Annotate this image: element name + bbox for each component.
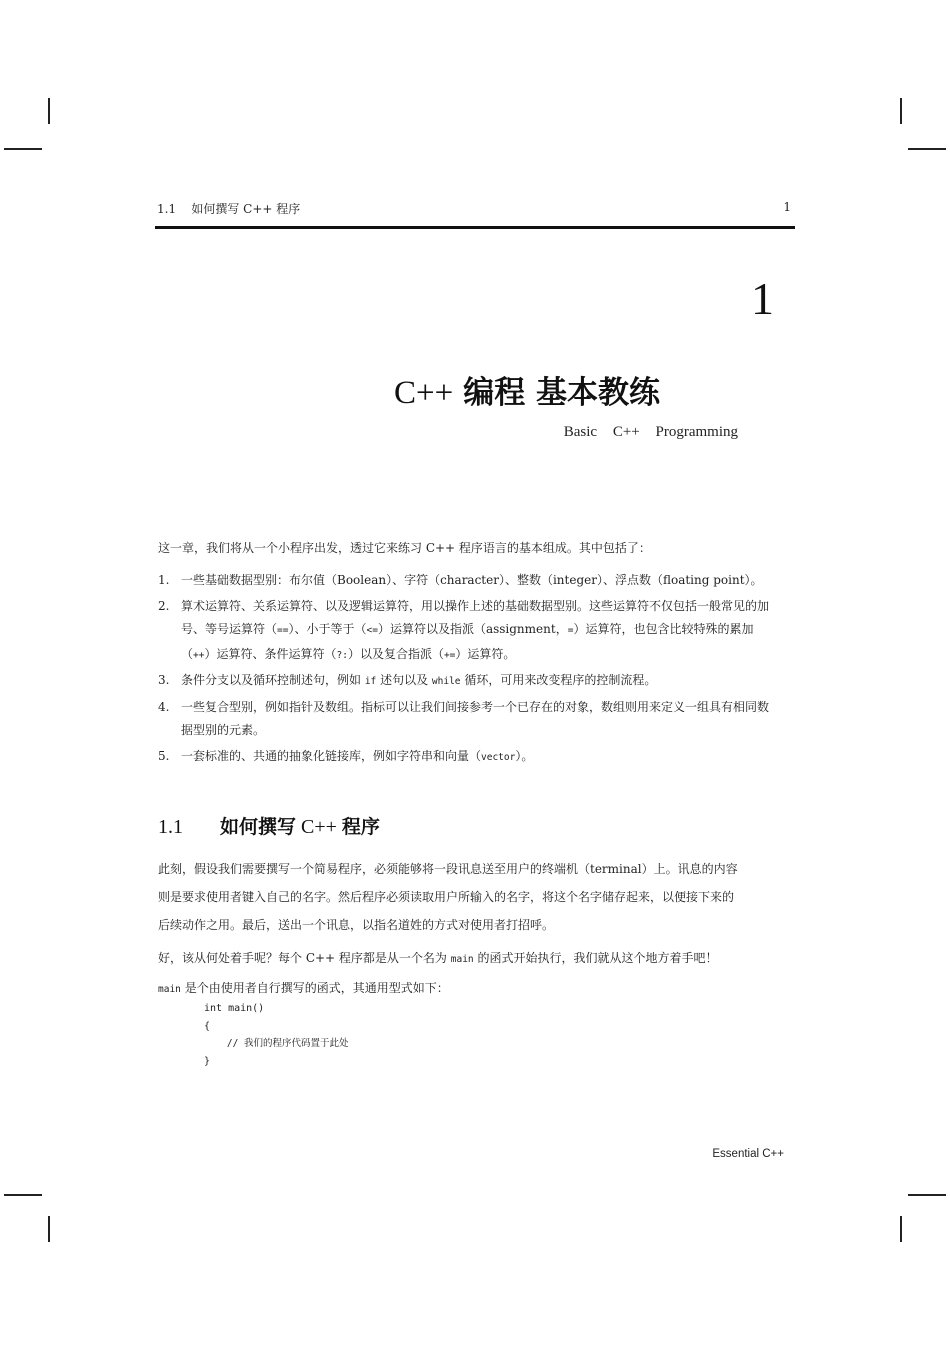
chapter-title-en: C++ xyxy=(394,375,454,411)
code-line: int main() xyxy=(204,1003,265,1014)
book-title-footer: Essential C++ xyxy=(712,1148,784,1160)
list-text: 一些复合型别，例如指针及数组。指标可以让我们间接参考一个已存在的对象，数组则用来定义一组具有相同数据型别的元素。 xyxy=(181,699,770,737)
inline-code: ?: xyxy=(336,649,348,661)
chapter-number: 1 xyxy=(751,273,774,324)
section-title-zh: 如何撰写 xyxy=(220,816,297,838)
inline-code: <= xyxy=(366,625,378,636)
list-text: 一些基础数据型别：布尔值（Boolean）、字符（character）、整数（integer）、浮点数（floating point）。 xyxy=(181,573,763,587)
inline-code: ++ xyxy=(193,649,205,661)
intro-paragraph: 这一章，我们将从一个小程序出发，透过它来练习 C++ 程序语言的基本组成。其中包括了： xyxy=(158,541,651,555)
chapter-title xyxy=(394,374,660,414)
code-block xyxy=(204,1000,349,1070)
running-head-title: 1.1 如何撰写 C++ 程序 xyxy=(157,202,301,216)
list-number: 2. xyxy=(158,598,170,613)
list-text: 一套标准的、共通的抽象化链接库，例如字符串和向量（ xyxy=(181,748,482,763)
list-text: ）运算符，也包含比较特殊的累加（ xyxy=(181,622,754,661)
code-line: { xyxy=(204,1020,211,1032)
list-text: 条件分支以及循环控制述句，例如 xyxy=(181,673,365,687)
topic-list xyxy=(158,569,778,771)
crop-mark xyxy=(908,148,946,150)
body-paragraph xyxy=(158,944,738,1004)
inline-code: == xyxy=(277,625,289,636)
list-text: 循环，可用来改变程序的控制流程。 xyxy=(460,673,657,687)
paragraph-text: 是个由使用者自行撰写的函式，其通用型式如下： xyxy=(180,981,449,995)
list-text: 算术运算符、关系运算符、以及逻辑运算符，用以操作上述的基础数据型别。这些运算符不仅包括一般常见的加号、等号运算符（ xyxy=(181,598,770,636)
crop-mark xyxy=(48,1216,50,1242)
section-heading xyxy=(158,812,380,839)
list-text: 述句以及 xyxy=(376,673,432,687)
list-number: 5. xyxy=(158,748,170,763)
inline-code: if xyxy=(364,676,377,687)
section-number: 1.1 xyxy=(158,816,183,838)
paragraph-text: 好，该从何处着手呢？每个 C++ 程序都是从一个名为 xyxy=(158,951,451,965)
crop-mark xyxy=(900,98,902,124)
running-head xyxy=(157,200,793,216)
list-item xyxy=(158,569,778,593)
crop-mark xyxy=(4,148,42,150)
list-number: 4. xyxy=(158,699,170,714)
inline-code: main xyxy=(158,984,181,995)
list-text: ）运算符。 xyxy=(455,646,516,661)
list-text: ）运算符、条件运算符（ xyxy=(204,646,337,661)
code-line: } xyxy=(204,1055,211,1067)
body-paragraph: 此刻，假设我们需要撰写一个简易程序，必须能够将一段讯息送至用户的终端机（terminal）上。讯息的内容则是要求使用者键入自己的名字。然后程序必须读取用户所输入的名字，将这个名字储存起来，以便接下来的后续动作之用。最后，送出一个讯息，以指名道姓的方式对使用者打招呼。 xyxy=(158,862,738,932)
list-number: 1. xyxy=(158,573,170,587)
paragraph-text: 的函式开始执行，我们就从这个地方着手吧！ xyxy=(473,951,718,965)
inline-code: += xyxy=(443,649,456,661)
page-number: 1 xyxy=(783,200,791,214)
code-comment: // 我们的程序代码置于此处 xyxy=(204,1038,349,1049)
list-text: ）以及复合指派（ xyxy=(347,646,444,661)
list-item xyxy=(158,745,778,770)
chapter-subtitle: Basic C++ Programming xyxy=(563,424,738,440)
list-item xyxy=(158,669,778,694)
chapter-title-zh: 编程 基本教练 xyxy=(463,375,661,411)
list-item xyxy=(158,595,778,668)
inline-code: main xyxy=(450,954,474,965)
section-title-zh2: 程序 xyxy=(341,816,380,838)
inline-code: = xyxy=(567,625,574,636)
list-item xyxy=(158,696,778,743)
header-rule xyxy=(155,226,795,229)
list-text: ）。 xyxy=(515,748,534,763)
crop-mark xyxy=(4,1194,42,1196)
inline-code: vector xyxy=(481,751,516,763)
inline-code: while xyxy=(431,676,461,687)
list-text: ）运算符以及指派（assignment， xyxy=(377,622,568,636)
list-text: ）、小于等于（ xyxy=(288,622,367,636)
section-title-en: C++ xyxy=(301,816,337,838)
crop-mark xyxy=(900,1216,902,1242)
crop-mark xyxy=(908,1194,946,1196)
crop-mark xyxy=(48,98,50,124)
list-number: 3. xyxy=(158,673,170,687)
